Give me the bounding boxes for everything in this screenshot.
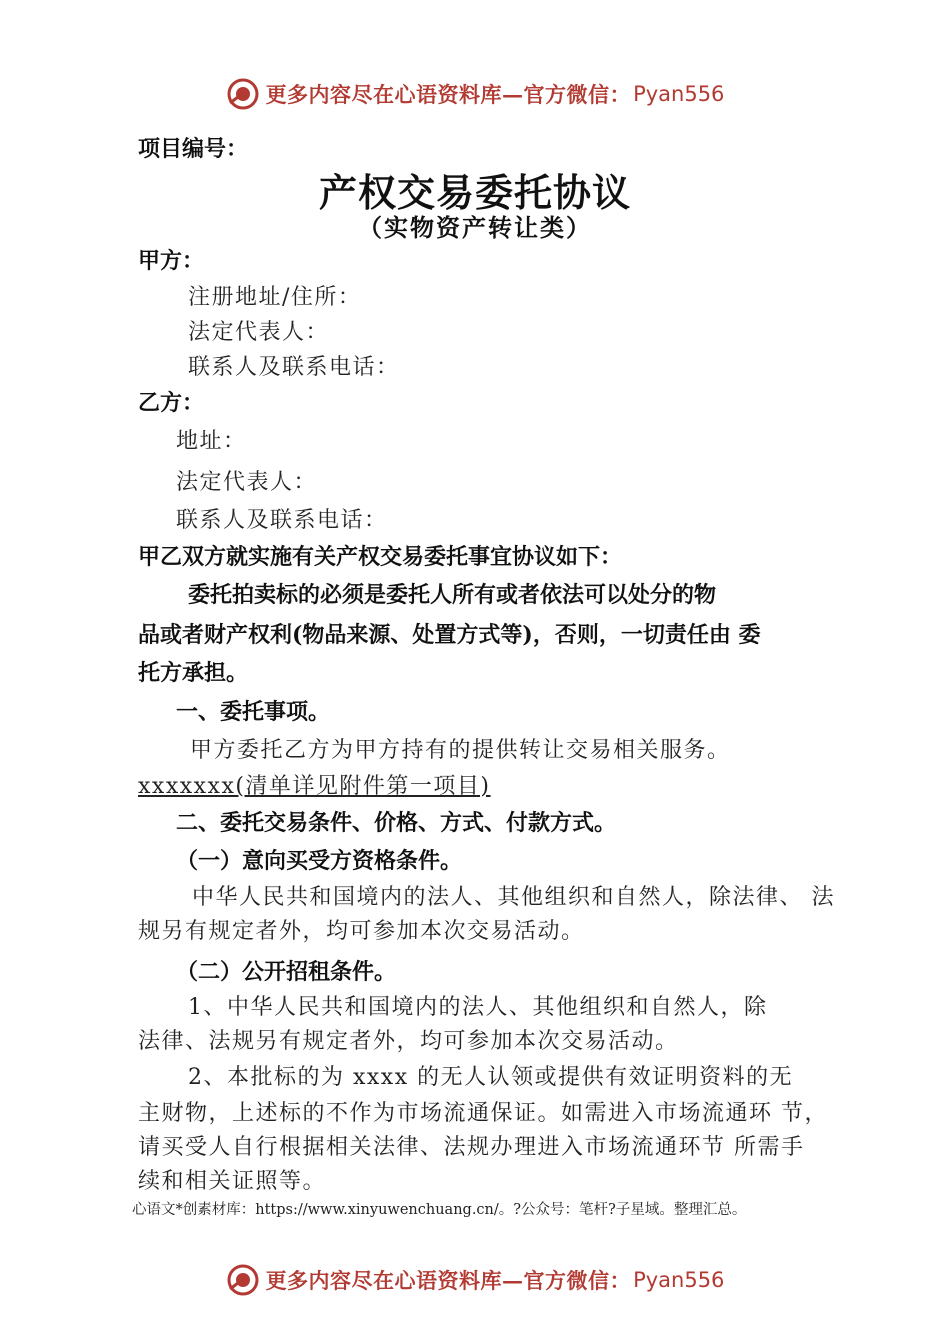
document-subtitle: （实物资产转让类） (358, 213, 592, 242)
section-2-sub2-line: 1、中华人民共和国境内的法人、其他组织和自然人，除 (188, 995, 768, 1020)
party-a-legal-rep: 法定代表人： (188, 320, 330, 345)
section-2-sub2-line: 续和相关证照等。 (138, 1169, 327, 1194)
intro-para-line: 托方承担。 (138, 660, 249, 686)
watermark-banner-top (0, 72, 950, 116)
section-1-heading: 一、委托事项。 (176, 699, 331, 725)
document-title: 产权交易委托协议 (318, 170, 631, 215)
party-a-address: 注册地址/住所： (188, 285, 362, 310)
watermark-text: 更多内容尽在心语资料库—官方微信： (265, 1268, 632, 1293)
section-2-sub1-heading: （一）意向买受方资格条件。 (176, 848, 463, 874)
party-b-address: 地址： (176, 429, 247, 454)
watermark-id: Pyan556 (633, 82, 725, 106)
party-b-contact: 联系人及联系电话： (176, 508, 388, 533)
section-2-sub2-line: 法律、法规另有规定者外，均可参加本次交易活动。 (138, 1029, 679, 1054)
watermark-text: 更多内容尽在心语资料库—官方微信： (265, 82, 632, 107)
seal-logo-icon (226, 1263, 260, 1297)
source-footer-note: 心语文*创素材库：https://www.xinyuwenchuang.cn/。?公众号：笔杆?子星域。整理汇总。 (132, 1202, 747, 1218)
intro-statement: 甲乙双方就实施有关产权交易委托事宜协议如下： (138, 544, 623, 570)
party-a-contact: 联系人及联系电话： (188, 355, 400, 380)
watermark-id: Pyan556 (633, 1268, 725, 1292)
party-a-label: 甲方： (138, 248, 205, 274)
section-2-sub2-line: 2、本批标的为 xxxx 的无人认领或提供有效证明资料的无 (188, 1065, 794, 1090)
watermark-banner-bottom (0, 1258, 950, 1302)
section-2-sub2-line: 主财物，上述标的不作为市场流通保证。如需进入市场流通环 节， (138, 1101, 828, 1126)
party-b-label: 乙方： (138, 390, 205, 416)
intro-para-line: 品或者财产权利(物品来源、处置方式等)，否则，一切责任由 委 (138, 622, 761, 648)
section-2-sub1-line: 规另有规定者外，均可参加本次交易活动。 (138, 919, 585, 944)
intro-para-line: 委托拍卖标的必须是委托人所有或者依法可以处分的物 (188, 582, 717, 608)
section-2-heading: 二、委托交易条件、价格、方式、付款方式。 (176, 810, 617, 836)
section-2-sub2-heading: （二）公开招租条件。 (176, 959, 397, 985)
section-1-line: 甲方委托乙方为甲方持有的提供转让交易相关服务。 (190, 738, 731, 763)
section-1-attachment-line: xxxxxxx(清单详见附件第一项目) (138, 774, 491, 799)
section-2-sub2-line: 请买受人自行根据相关法律、法规办理进入市场流通环节 所需手 (138, 1135, 805, 1160)
section-2-sub1-line: 中华人民共和国境内的法人、其他组织和自然人，除法律、 法 (192, 885, 835, 910)
party-b-legal-rep: 法定代表人： (176, 470, 318, 495)
project-number-label: 项目编号： (138, 136, 249, 162)
seal-logo-icon (226, 77, 260, 111)
